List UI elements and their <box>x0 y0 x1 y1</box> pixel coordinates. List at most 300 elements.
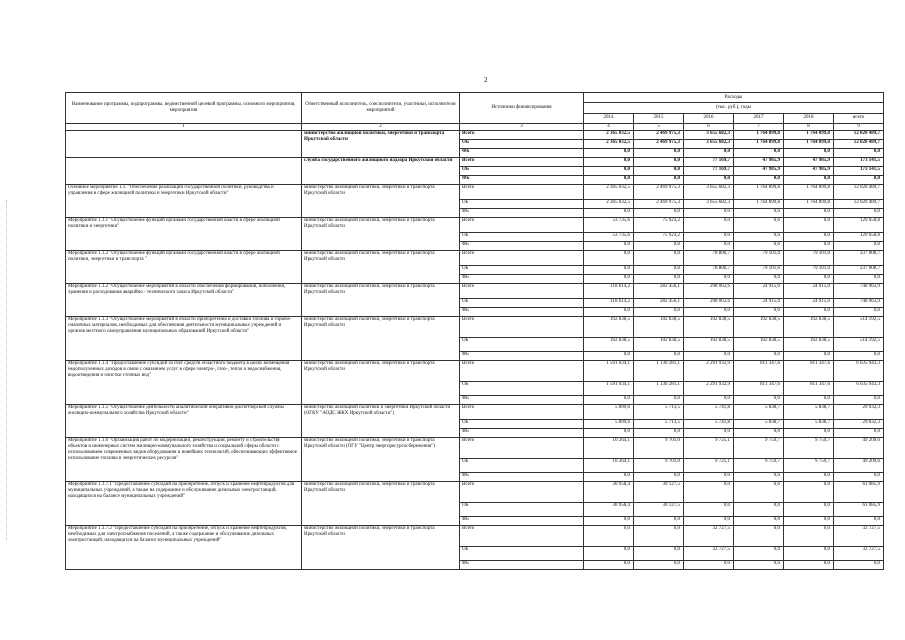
table-row <box>66 251 884 266</box>
amount-cell: 5 838,7 <box>734 405 784 420</box>
amount-cell: 0,0 <box>734 176 784 185</box>
amount-cell: 298 063,6 <box>684 284 734 299</box>
funding-source: ФБ <box>460 473 584 482</box>
responsible-executor: министерство жилищной политики и энергетики Иркутской области (ОГКУ "АОДС ЖКХ Иркутской области") <box>302 405 460 438</box>
amount-cell: 282 456,1 <box>634 284 684 299</box>
funding-source: ОБ <box>460 503 584 517</box>
amount-cell: 0,0 <box>784 209 834 218</box>
responsible-executor: министерство жилищной политики, энергетики и транспорта Иркутской области <box>302 218 460 251</box>
amount-cell: 811 347,6 <box>734 382 784 396</box>
amount-cell: 298 063,6 <box>684 299 734 308</box>
amount-cell: 12 020 489,7 <box>834 200 884 209</box>
funding-source: ОБ <box>460 200 584 209</box>
amount-cell: 0,0 <box>834 352 884 361</box>
amount-cell: 0,0 <box>834 149 884 158</box>
table-row <box>66 218 884 233</box>
amount-cell: 0,0 <box>634 473 684 482</box>
table-row <box>66 438 884 459</box>
funding-source: Всего <box>460 251 584 266</box>
amount-cell: 102 838,5 <box>634 317 684 338</box>
responsible-executor: министерство жилищной политики, энергетики и транспорта Иркутской области (ОГУ "Центр энергоресурсосбережения") <box>302 438 460 482</box>
amount-cell: 0,0 <box>784 482 834 503</box>
amount-cell: 748 963,9 <box>834 299 884 308</box>
amount-cell: 0,0 <box>734 561 784 570</box>
amount-cell: 0,0 <box>584 242 634 251</box>
amount-cell: 12 020 489,7 <box>834 140 884 149</box>
amount-cell: 2 469 975,3 <box>634 185 684 200</box>
amount-cell: 0,0 <box>734 308 784 317</box>
amount-cell: 2 291 932,9 <box>684 382 734 396</box>
funding-source: ФБ <box>460 517 584 526</box>
amount-cell: 0,0 <box>634 561 684 570</box>
amount-cell: 0,0 <box>584 547 634 561</box>
amount-cell: 0,0 <box>734 517 784 526</box>
amount-cell: 0,0 <box>584 149 634 158</box>
amount-cell: 61 085,9 <box>834 503 884 517</box>
measure-name: Мероприятие 1.1.1 "Осуществление функций органами государственной власти в сфере жилищной политики и энергетики" <box>66 218 302 251</box>
header-expenses: Расходы <box>584 93 884 103</box>
amount-cell: 24 915,0 <box>734 299 784 308</box>
amount-cell: 12 020 489,7 <box>834 131 884 140</box>
amount-cell: 0,0 <box>634 251 684 266</box>
amount-cell: 0,0 <box>784 233 834 242</box>
amount-cell: 748 963,9 <box>834 284 884 299</box>
amount-cell: 0,0 <box>734 482 784 503</box>
amount-cell: 0,0 <box>734 352 784 361</box>
amount-cell: 0,0 <box>684 176 734 185</box>
amount-cell: 0,0 <box>734 429 784 438</box>
amount-cell: 102 838,5 <box>584 317 634 338</box>
amount-cell: 1 130 281,1 <box>634 382 684 396</box>
amount-cell: 0,0 <box>584 308 634 317</box>
amount-cell: 0,0 <box>734 233 784 242</box>
amount-cell: 0,0 <box>634 275 684 284</box>
amount-cell: 3 655 682,3 <box>684 185 734 200</box>
header-source: Источники финансирования <box>460 93 584 124</box>
amount-cell: 811 347,6 <box>784 382 834 396</box>
amount-cell: 0,0 <box>834 275 884 284</box>
scan-margin <box>6 200 9 540</box>
amount-cell: 0,0 <box>584 251 634 266</box>
amount-cell: 1 591 034,1 <box>584 382 634 396</box>
amount-cell: 32 727,5 <box>834 547 884 561</box>
funding-source: Всего <box>460 158 584 167</box>
amount-cell: 1 764 899,8 <box>734 200 784 209</box>
amount-cell: 102 838,5 <box>784 338 834 352</box>
amount-cell: 1 764 899,8 <box>784 185 834 200</box>
amount-cell: 3 655 682,3 <box>684 131 734 140</box>
amount-cell: 0,0 <box>734 218 784 233</box>
amount-cell: 0,0 <box>734 149 784 158</box>
measure-name <box>66 158 302 185</box>
table-row <box>66 131 884 140</box>
funding-source: ФБ <box>460 429 584 438</box>
amount-cell: 0,0 <box>684 275 734 284</box>
amount-cell: 0,0 <box>584 517 634 526</box>
amount-cell: 0,0 <box>784 429 834 438</box>
amount-cell: 237 008,7 <box>834 266 884 275</box>
amount-cell: 514 192,5 <box>834 338 884 352</box>
amount-cell: 24 915,0 <box>784 284 834 299</box>
amount-cell: 0,0 <box>684 209 734 218</box>
amount-cell: 0,0 <box>634 396 684 405</box>
amount-cell: 32 727,5 <box>684 526 734 547</box>
header-year: 2017 <box>734 113 784 123</box>
funding-source: ОБ <box>460 266 584 275</box>
amount-cell: 0,0 <box>834 308 884 317</box>
amount-cell: 0,0 <box>634 352 684 361</box>
funding-source: Всего <box>460 284 584 299</box>
amount-cell: 0,0 <box>584 396 634 405</box>
amount-cell: 3 655 682,3 <box>684 200 734 209</box>
amount-cell: 1 591 034,1 <box>584 361 634 382</box>
amount-cell: 0,0 <box>734 275 784 284</box>
amount-cell: 79 101,0 <box>734 266 784 275</box>
amount-cell: 61 085,9 <box>834 482 884 503</box>
amount-cell: 0,0 <box>684 352 734 361</box>
amount-cell: 118 614,2 <box>584 284 634 299</box>
header-year: 2016 <box>684 113 734 123</box>
funding-source: Всего <box>460 482 584 503</box>
table-row <box>66 526 884 547</box>
amount-cell: 9 725,1 <box>684 459 734 473</box>
amount-cell: 237 008,7 <box>834 251 884 266</box>
funding-source: ФБ <box>460 275 584 284</box>
amount-cell: 53 735,6 <box>584 233 634 242</box>
amount-cell: 30 958,4 <box>584 482 634 503</box>
amount-cell: 0,0 <box>684 396 734 405</box>
amount-cell: 1 130 281,1 <box>634 361 684 382</box>
amount-cell: 0,0 <box>634 308 684 317</box>
table-row <box>66 158 884 167</box>
amount-cell: 9 759,7 <box>784 459 834 473</box>
amount-cell: 0,0 <box>734 242 784 251</box>
amount-cell: 1 764 899,8 <box>784 200 834 209</box>
amount-cell: 173 141,5 <box>834 167 884 176</box>
amount-cell: 0,0 <box>834 396 884 405</box>
amount-cell: 0,0 <box>834 517 884 526</box>
amount-cell: 1 764 899,8 <box>784 131 834 140</box>
amount-cell: 102 838,5 <box>784 317 834 338</box>
amount-cell: 102 838,5 <box>634 338 684 352</box>
table-row <box>66 317 884 338</box>
amount-cell: 0,0 <box>734 547 784 561</box>
funding-source: ОБ <box>460 140 584 149</box>
amount-cell: 2 365 032,5 <box>584 131 634 140</box>
amount-cell: 0,0 <box>834 209 884 218</box>
amount-cell: 30 127,5 <box>634 482 684 503</box>
amount-cell: 0,0 <box>584 266 634 275</box>
amount-cell: 2 469 975,3 <box>634 140 684 149</box>
page-number: 2 <box>484 76 488 84</box>
measure-name: Мероприятие 1.1.7.2 "Предоставление субсидий на приобретение, отпуск и хранение нефтепродуктов, необходимых для электроснабжения поселений, а также содержание и обслуживание дизельных электростанций, находящихся на балансе муниципальных учреждений" <box>66 526 302 570</box>
amount-cell: 0,0 <box>734 503 784 517</box>
funding-source: ОБ <box>460 547 584 561</box>
amount-cell: 0,0 <box>634 242 684 251</box>
amount-cell: 0,0 <box>584 176 634 185</box>
amount-cell: 32 727,5 <box>684 547 734 561</box>
amount-cell: 0,0 <box>684 473 734 482</box>
amount-cell: 10 264,1 <box>584 438 634 459</box>
amount-cell: 2 469 975,3 <box>634 200 684 209</box>
header-units: (тыс. руб.), годы <box>584 103 884 113</box>
amount-cell: 0,0 <box>784 149 834 158</box>
amount-cell: 0,0 <box>634 429 684 438</box>
funding-source: ФБ <box>460 242 584 251</box>
amount-cell: 0,0 <box>684 561 734 570</box>
funding-source: ОБ <box>460 338 584 352</box>
amount-cell: 1 764 899,8 <box>734 185 784 200</box>
amount-cell: 514 192,5 <box>834 317 884 338</box>
amount-cell: 79 101,0 <box>734 251 784 266</box>
amount-cell: 75 923,2 <box>634 218 684 233</box>
amount-cell: 29 032,3 <box>834 420 884 429</box>
amount-cell: 0,0 <box>784 503 834 517</box>
amount-cell: 47 985,9 <box>734 158 784 167</box>
column-index: 3 <box>460 124 584 131</box>
funding-source: ФБ <box>460 396 584 405</box>
table-row <box>66 284 884 299</box>
amount-cell: 1 764 899,8 <box>734 131 784 140</box>
table-row <box>66 482 884 503</box>
measure-name: Мероприятие 1.1.2 "Осуществление мероприятий в области обеспечения формирования, пополнения, хранения и расходования аварийно - технического запаса Иркутской области" <box>66 284 302 317</box>
amount-cell: 0,0 <box>734 396 784 405</box>
amount-cell: 0,0 <box>684 517 734 526</box>
amount-cell: 0,0 <box>584 526 634 547</box>
amount-cell: 0,0 <box>634 209 684 218</box>
amount-cell: 102 838,5 <box>584 338 634 352</box>
amount-cell: 32 727,5 <box>834 526 884 547</box>
amount-cell: 0,0 <box>784 176 834 185</box>
amount-cell: 49 209,6 <box>834 438 884 459</box>
funding-source: Всего <box>460 361 584 382</box>
amount-cell: 77 169,7 <box>684 167 734 176</box>
amount-cell: 0,0 <box>834 561 884 570</box>
measure-name: Мероприятие 1.1.5 "Осуществление деятельности аналитической оперативно-диспетчерской службы жилищно-коммунального хозяйства Иркутской области" <box>66 405 302 438</box>
amount-cell: 2 291 932,9 <box>684 361 734 382</box>
amount-cell: 49 209,6 <box>834 459 884 473</box>
funding-source: ФБ <box>460 352 584 361</box>
amount-cell: 30 958,4 <box>584 503 634 517</box>
measure-name: Мероприятие 1.1.6 "Организация работ по модернизации, реконструкции, ремонту и строительству объектов и инженерных систем жилищно-коммунального хозяйства и социальной сферы области с использованием современных видов оборудования и новейших технологий, обеспечивающих эффективное использование топлива и энергетических ресурсов" <box>66 438 302 482</box>
amount-cell: 129 658,8 <box>834 218 884 233</box>
amount-cell: 102 838,5 <box>734 317 784 338</box>
funding-source: ОБ <box>460 299 584 308</box>
amount-cell: 2 365 032,5 <box>584 140 634 149</box>
responsible-executor: министерство жилищной политики, энергетики и транспорта Иркутской области <box>302 361 460 405</box>
funding-source: ОБ <box>460 382 584 396</box>
table-row <box>66 405 884 420</box>
amount-cell: 79 101,0 <box>784 266 834 275</box>
amount-cell: 5 741,8 <box>684 420 734 429</box>
amount-cell: 118 614,2 <box>584 299 634 308</box>
column-index: 9 <box>834 124 884 131</box>
column-index: 1 <box>66 124 302 131</box>
funding-source: Всего <box>460 317 584 338</box>
amount-cell: 2 365 032,5 <box>584 185 634 200</box>
amount-cell: 0,0 <box>784 218 834 233</box>
amount-cell: 47 985,9 <box>734 167 784 176</box>
funding-source: ФБ <box>460 209 584 218</box>
amount-cell: 0,0 <box>584 352 634 361</box>
responsible-executor: министерство жилищной политики, энергетики и транспорта Иркутской области <box>302 284 460 317</box>
amount-cell: 6 635 943,3 <box>834 361 884 382</box>
amount-cell: 0,0 <box>684 308 734 317</box>
amount-cell: 282 456,1 <box>634 299 684 308</box>
funding-source: ОБ <box>460 420 584 429</box>
funding-source: ФБ <box>460 149 584 158</box>
funding-source: ФБ <box>460 176 584 185</box>
responsible-executor: министерство жилищной политики, энергетики и транспорта Иркутской области <box>302 185 460 218</box>
header-name: Наименование программы, подпрограммы, ведомственной целевой программы, основного мероприятия, мероприятия <box>66 93 302 124</box>
amount-cell: 53 735,6 <box>584 218 634 233</box>
amount-cell: 811 347,6 <box>784 361 834 382</box>
responsible-executor: министерство жилищной политики, энергетики и транспорта Иркутской области <box>302 526 460 570</box>
amount-cell: 0,0 <box>784 561 834 570</box>
responsible-executor: министерство жилищной политики, энергетики и транспорта Иркутской области <box>302 317 460 361</box>
amount-cell: 78 806,7 <box>684 251 734 266</box>
funding-source: Всего <box>460 526 584 547</box>
amount-cell: 0,0 <box>784 547 834 561</box>
column-index: 5 <box>634 124 684 131</box>
amount-cell: 0,0 <box>734 526 784 547</box>
funding-source: Всего <box>460 131 584 140</box>
amount-cell: 9 701,0 <box>634 438 684 459</box>
amount-cell: 173 141,5 <box>834 158 884 167</box>
amount-cell: 0,0 <box>634 526 684 547</box>
funding-source: Всего <box>460 438 584 459</box>
amount-cell: 0,0 <box>834 473 884 482</box>
amount-cell: 0,0 <box>584 158 634 167</box>
amount-cell: 0,0 <box>834 176 884 185</box>
amount-cell: 30 127,5 <box>634 503 684 517</box>
header-year: 2018 <box>784 113 834 123</box>
amount-cell: 5 713,5 <box>634 405 684 420</box>
amount-cell: 2 365 032,5 <box>584 200 634 209</box>
amount-cell: 0,0 <box>684 242 734 251</box>
amount-cell: 0,0 <box>734 209 784 218</box>
amount-cell: 811 347,6 <box>734 361 784 382</box>
amount-cell: 2 469 975,3 <box>634 131 684 140</box>
funding-source: Всего <box>460 218 584 233</box>
amount-cell: 0,0 <box>634 167 684 176</box>
column-index: 4 <box>584 124 634 131</box>
amount-cell: 9 759,7 <box>734 438 784 459</box>
amount-cell: 5 713,5 <box>634 420 684 429</box>
amount-cell: 9 759,7 <box>734 459 784 473</box>
funding-source: Всего <box>460 185 584 200</box>
amount-cell: 0,0 <box>684 429 734 438</box>
amount-cell: 75 923,2 <box>634 233 684 242</box>
amount-cell: 0,0 <box>684 233 734 242</box>
responsible-executor: министерство жилищной политики, энергетики и транспорта Иркутской области <box>302 251 460 284</box>
header-year: всего <box>834 113 884 123</box>
amount-cell: 79 101,0 <box>784 251 834 266</box>
amount-cell: 77 169,7 <box>684 158 734 167</box>
amount-cell: 102 838,5 <box>684 317 734 338</box>
amount-cell: 9 701,0 <box>634 459 684 473</box>
funding-source: ОБ <box>460 233 584 242</box>
column-index: 7 <box>734 124 784 131</box>
amount-cell: 1 764 899,8 <box>734 140 784 149</box>
amount-cell: 78 806,7 <box>684 266 734 275</box>
amount-cell: 0,0 <box>784 352 834 361</box>
amount-cell: 0,0 <box>584 429 634 438</box>
measure-name: Мероприятие 1.1.3 "Осуществление мероприятий в области приобретения и доставки топлива и горюче-смазочных материалов, необходимых для обеспечения деятельности муниципальных учреждений и органов местного самоуправления муниципальных образований Иркутской области" <box>66 317 302 361</box>
table-row <box>66 185 884 200</box>
amount-cell: 0,0 <box>634 517 684 526</box>
column-index: 8 <box>784 124 834 131</box>
amount-cell: 10 264,1 <box>584 459 634 473</box>
funding-source: ФБ <box>460 561 584 570</box>
amount-cell: 0,0 <box>834 429 884 438</box>
financing-table-sheet <box>65 92 883 570</box>
amount-cell: 29 032,3 <box>834 405 884 420</box>
responsible-executor: служба государственного жилищного надзора Иркутской области <box>302 158 460 185</box>
amount-cell: 0,0 <box>634 547 684 561</box>
amount-cell: 0,0 <box>584 473 634 482</box>
table-row <box>66 361 884 382</box>
responsible-executor: министерство жилищной политики, энергетики и транспорта Иркутской области <box>302 482 460 526</box>
amount-cell: 0,0 <box>684 503 734 517</box>
amount-cell: 0,0 <box>784 526 834 547</box>
responsible-executor: министерство жилищной политики, энергетики и транспорта Иркутской области <box>302 131 460 158</box>
amount-cell: 0,0 <box>784 308 834 317</box>
funding-source: Всего <box>460 405 584 420</box>
amount-cell: 9 725,1 <box>684 438 734 459</box>
amount-cell: 5 838,7 <box>784 420 834 429</box>
header-responsible: Ответственный исполнитель, соисполнители, участники, исполнители мероприятий <box>302 93 460 124</box>
amount-cell: 0,0 <box>834 242 884 251</box>
amount-cell: 0,0 <box>634 149 684 158</box>
amount-cell: 0,0 <box>584 209 634 218</box>
amount-cell: 0,0 <box>784 473 834 482</box>
amount-cell: 24 915,0 <box>734 284 784 299</box>
measure-name <box>66 131 302 158</box>
amount-cell: 47 985,9 <box>784 158 834 167</box>
measure-name: Мероприятие 1.1.7.1 "Предоставление субсидий на приобретение, отпуск и хранение нефтепродуктов для муниципальных учреждений, а также на содержание и обслуживание дизельных электростанций, находящихся на балансе муниципальных учреждений" <box>66 482 302 526</box>
amount-cell: 5 838,7 <box>784 405 834 420</box>
amount-cell: 5 741,8 <box>684 405 734 420</box>
amount-cell: 1 764 899,8 <box>784 140 834 149</box>
amount-cell: 9 759,7 <box>784 438 834 459</box>
header-year: 2015 <box>634 113 684 123</box>
amount-cell: 0,0 <box>784 396 834 405</box>
amount-cell: 0,0 <box>584 167 634 176</box>
funding-source: ОБ <box>460 167 584 176</box>
column-index: 2 <box>302 124 460 131</box>
amount-cell: 0,0 <box>684 149 734 158</box>
amount-cell: 0,0 <box>784 275 834 284</box>
amount-cell: 5 899,6 <box>584 405 634 420</box>
measure-name: Основное мероприятие 1.1. "Обеспечение реализации государственной политики, руководства и управления в сфере жилищной политики и энергетики Иркутской области" <box>66 185 302 218</box>
amount-cell: 0,0 <box>634 176 684 185</box>
amount-cell: 5 838,7 <box>734 420 784 429</box>
amount-cell: 3 655 682,3 <box>684 140 734 149</box>
amount-cell: 5 899,6 <box>584 420 634 429</box>
amount-cell: 0,0 <box>684 482 734 503</box>
amount-cell: 0,0 <box>784 242 834 251</box>
measure-name: Мероприятие 1.1.4 "Предоставление субсидий за счет средств областного бюджета в целях возмещения недополученных доходов в связи с оказанием услуг в сфере электро-, газо-, тепло и водоснабжения, водоотведения и очистки сточных вод" <box>66 361 302 405</box>
column-index: 6 <box>684 124 734 131</box>
amount-cell: 12 020 489,7 <box>834 185 884 200</box>
amount-cell: 0,0 <box>584 561 634 570</box>
funding-source: ФБ <box>460 308 584 317</box>
amount-cell: 0,0 <box>784 517 834 526</box>
amount-cell: 102 838,5 <box>734 338 784 352</box>
amount-cell: 0,0 <box>584 275 634 284</box>
amount-cell: 24 915,0 <box>784 299 834 308</box>
